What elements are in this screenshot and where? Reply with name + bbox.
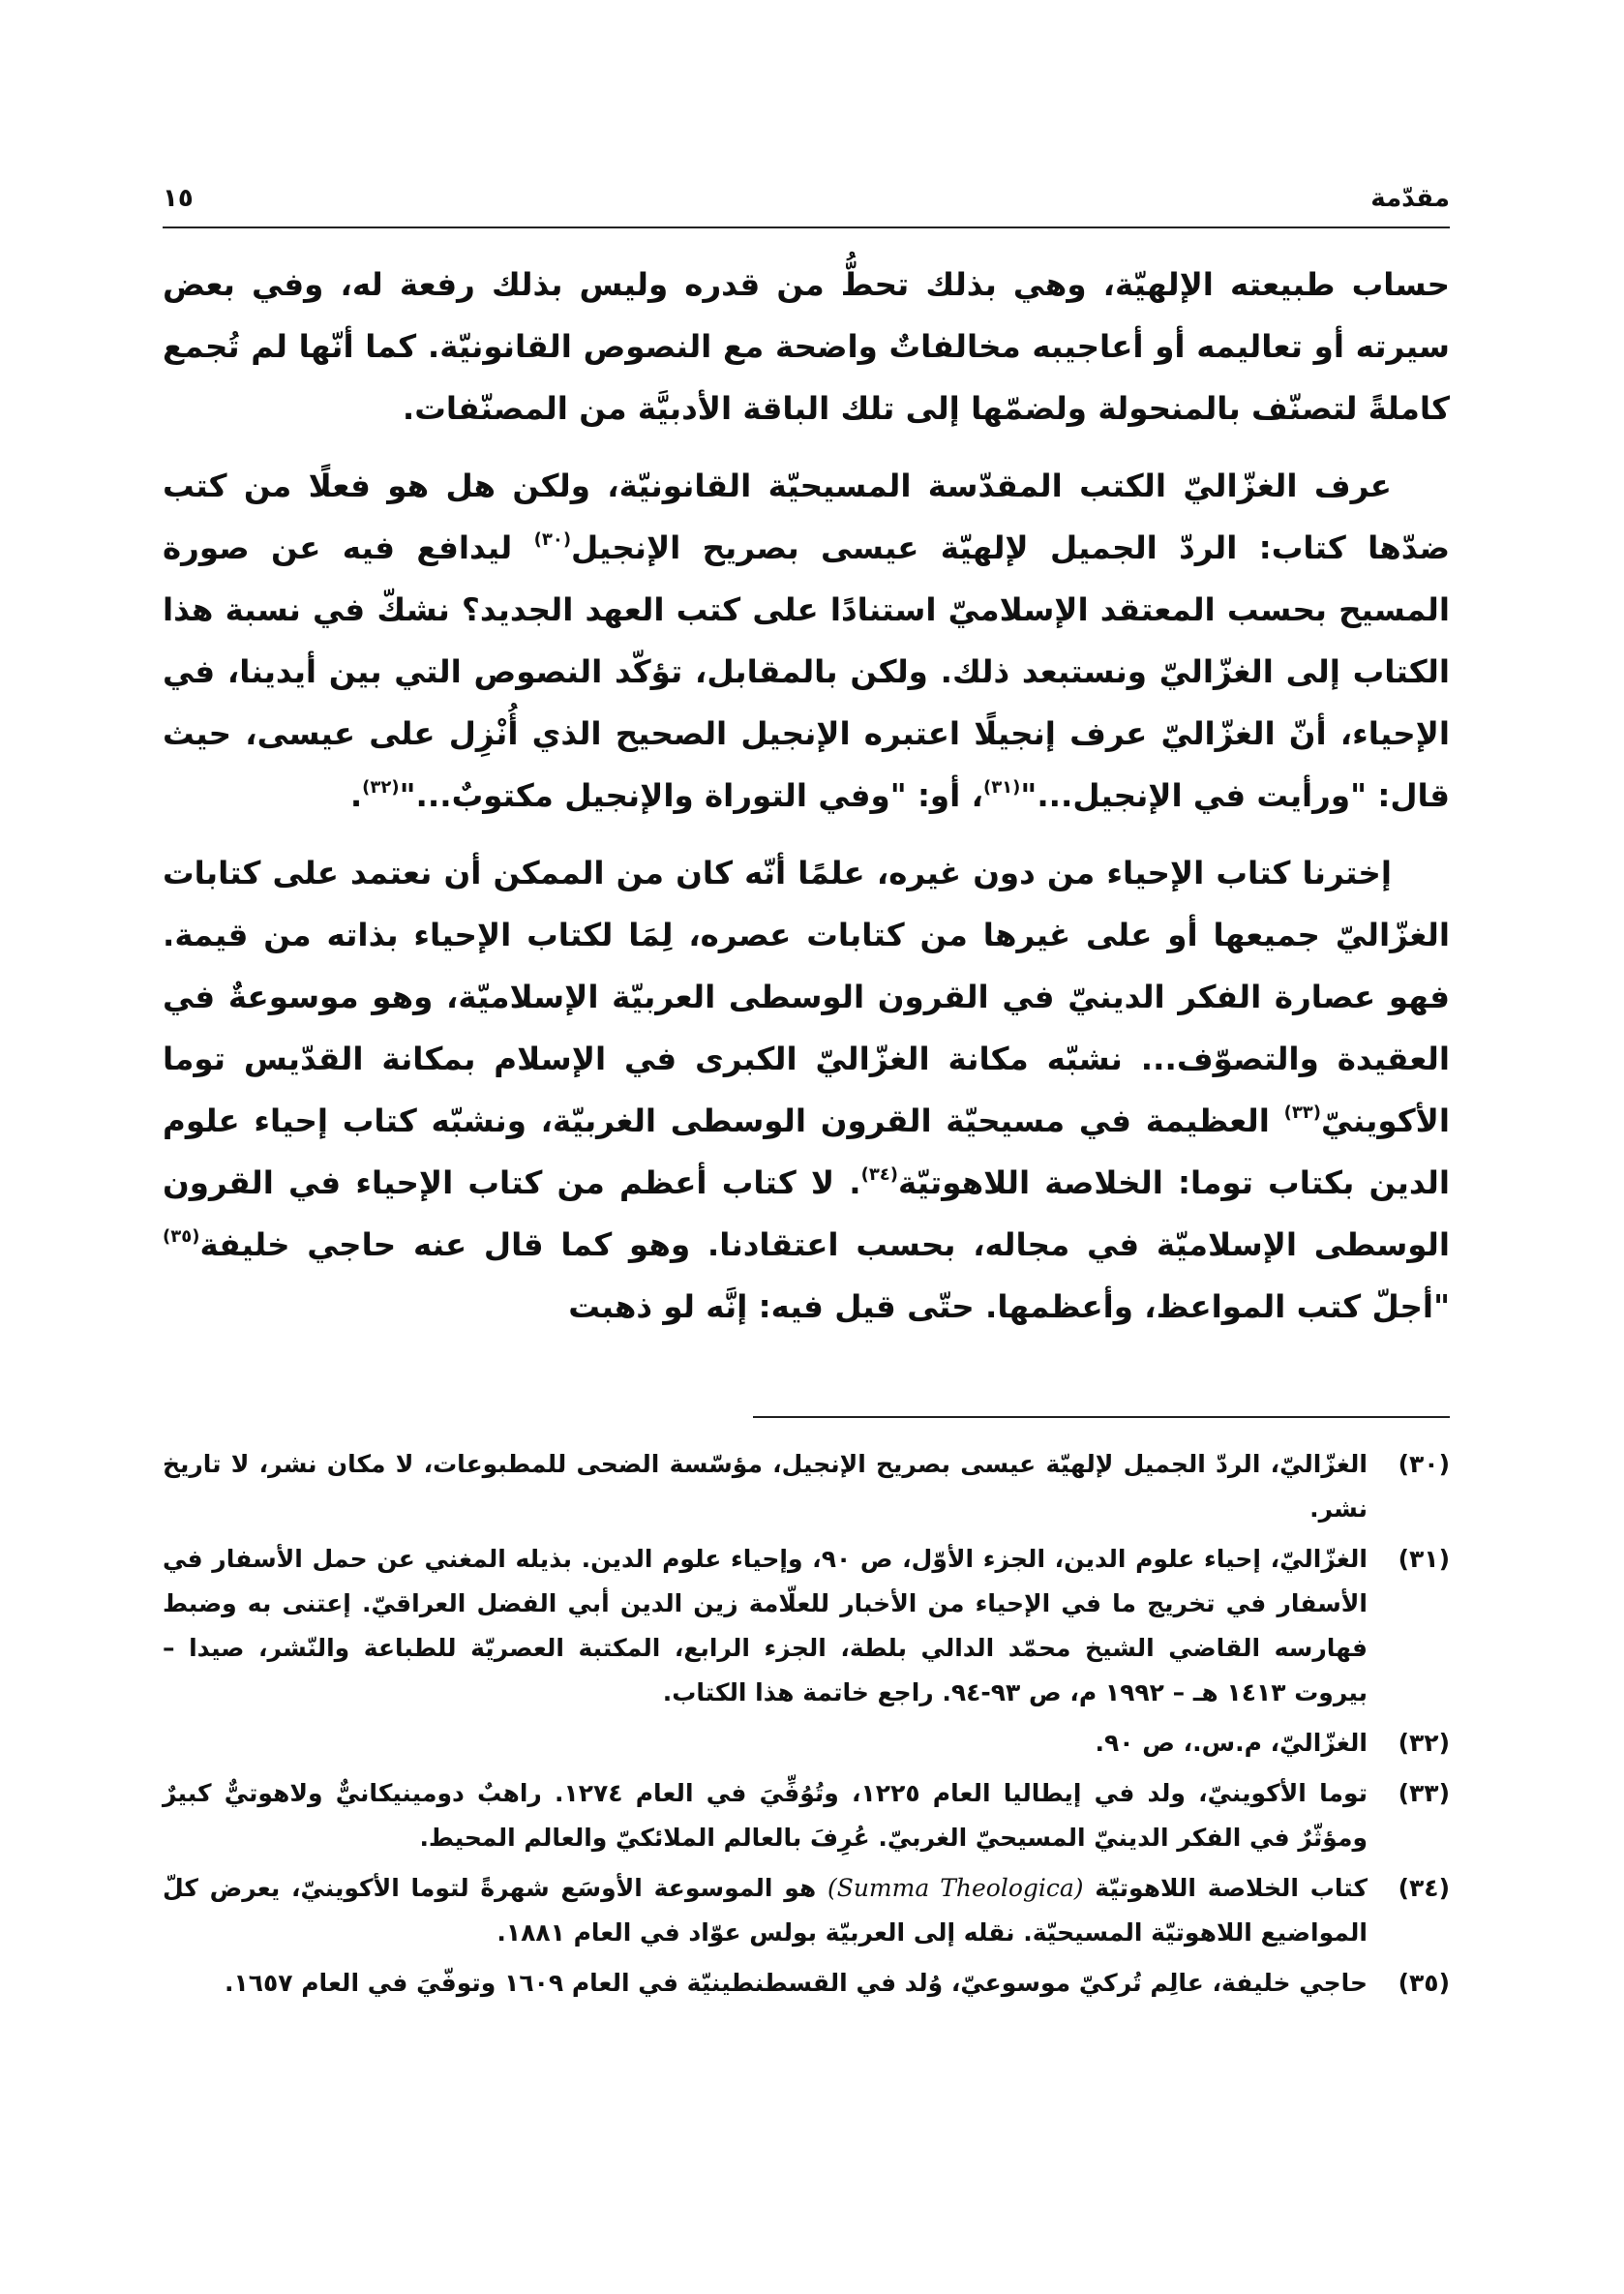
footnote-number: (٣٠) bbox=[1398, 1450, 1450, 1478]
footnote-ref-31[interactable]: (٣١) bbox=[982, 777, 1021, 798]
text-run: إخترنا كتاب bbox=[1204, 855, 1392, 891]
book-title: الإحياء bbox=[1106, 855, 1205, 891]
footnote-32 bbox=[163, 1721, 1450, 1766]
paragraph-2 bbox=[163, 455, 1450, 827]
footnote-ref-33[interactable]: (٣٣) bbox=[1283, 1102, 1322, 1123]
footnote-text: حاجي خليفة، عالِم تُركيّ موسوعيّ، وُلد في القسطنطينيّة في العام ١٦٠٩ وتوفّيَ في العام ١٦٥٧. bbox=[224, 1969, 1368, 1997]
text-run: كتاب bbox=[1299, 1874, 1368, 1902]
footnote-text: توما الأكوينيّ، ولد في إيطاليا العام ١٢٢٥، وتُوُفِّيَ في العام ١٢٧٤. راهبٌ دومينيكانيٌّ ولاهوتيٌّ كبيرٌ ومؤثّرٌ في الفكر الدينيّ المسيحيّ الغربيّ. عُرِفَ بالعالم الملائكيّ والعالم المحيط. bbox=[163, 1779, 1368, 1852]
footnote-text bbox=[163, 1442, 1368, 1531]
book-title: إحياء علوم الدين bbox=[163, 1102, 1451, 1201]
footnote-31 bbox=[163, 1537, 1450, 1715]
section-title: مقدّمة bbox=[1370, 184, 1450, 213]
footnote-35 bbox=[163, 1961, 1450, 2006]
book-title: الردّ الجميل لإلهيّة عيسى بصريح الإنجيل bbox=[781, 1450, 1261, 1478]
footnote-number: (٣٢) bbox=[1398, 1729, 1450, 1757]
footnote-separator bbox=[753, 1416, 1450, 1418]
text-run: ، مؤسّسة الضحى للمطبوعات، لا مكان نشر، لا تاريخ نشر. bbox=[163, 1450, 1368, 1523]
text-run: الغزّاليّ، bbox=[1260, 1450, 1368, 1478]
header-rule bbox=[163, 226, 1450, 228]
book-title: الخلاصة اللاهوتيّة bbox=[898, 1164, 1163, 1201]
footnote-ref-34[interactable]: (٣٤) bbox=[860, 1164, 899, 1185]
paragraph-1: حساب طبيعته الإلهيّة، وهي بذلك تحطُّ من قدره وليس بذلك رفعة له، وفي بعض سيرته أو تعاليمه أو أعاجيبه مخالفاتٌ واضحة مع النصوص القانونيّة. كما أنّها لم تُجمع كاملةً لتصنّف بالمنحولة ولضمّها إلى تلك الباقة الأدبيَّة من المصنّفات. bbox=[163, 266, 1450, 427]
text-run: من دون غيره، علمًا أنّه كان من الممكن أن نعتمد على كتابات الغزّاليّ جميعها أو على غيرها من كتابات عصره، لِمَا لكتاب الإحياء بذاته من قيمة. فهو عصارة الفكر الدينيّ في القرون الوسطى العربيّة الإسلاميّة، وهو موسوعةٌ في العقيدة والتصوّف... نشبّه مكانة الغزّاليّ الكبرى في الإسلام بمكانة القدّيس توما الأكوينيّ bbox=[163, 855, 1450, 1139]
paragraph-3 bbox=[163, 842, 1450, 1338]
footnote-ref-30[interactable]: (٣٠) bbox=[533, 529, 572, 550]
book-title: الردّ الجميل لإلهيّة عيسى بصريح الإنجيل bbox=[571, 529, 1238, 566]
text-run: هو الموسوعة الأوسَع شهرةً لتوما الأكوينيّ، يعرض كلّ المواضيع اللاهوتيّة المسيحيّة. نقله إلى العربيّة بولس عوّاد في العام ١٨٨١. bbox=[163, 1874, 1368, 1947]
text-run: ، أو: "وفي التوراة والإنجيل مكتوبٌ..." bbox=[399, 777, 983, 814]
footnote-30 bbox=[163, 1442, 1450, 1531]
running-head bbox=[163, 165, 1450, 213]
footnote-text bbox=[163, 1866, 1368, 1955]
footnote-number: (٣٥) bbox=[1398, 1969, 1450, 1997]
text-run: في القرون الوسطى الإسلاميّة في مجاله، بحسب اعتقادنا. وهو كما قال عنه حاجي خليفة bbox=[163, 1164, 1450, 1263]
text-run: للعلّامة زين الدين أبي الفضل العراقيّ. إعتنى به وضبط فهارسه القاضي الشيخ محمّد الدالي بلطة، الجزء الرابع، المكتبة العصريّة للطباعة والنّشر، صيدا – بيروت ١٤١٣ هـ – ١٩٩٢ م، ص ٩٣-٩٤. راجع خاتمة هذا الكتاب. bbox=[163, 1589, 1368, 1706]
footnote-ref-32[interactable]: (٣٢) bbox=[362, 777, 400, 798]
footnote-number: (٣٣) bbox=[1398, 1779, 1450, 1807]
footnote-number: (٣٤) bbox=[1398, 1874, 1450, 1902]
text-run: . لا كتاب أعظم من كتاب bbox=[453, 1164, 861, 1201]
text-run: ، الجزء الأوّل، ص ٩٠، و bbox=[788, 1545, 1065, 1573]
book-title: الإحياء bbox=[355, 1164, 454, 1201]
footnote-text: الغزّاليّ، م.س.، ص ٩٠. bbox=[1095, 1729, 1368, 1757]
page-number: ١٥ bbox=[163, 184, 194, 213]
text-run: الغزّاليّ، bbox=[1260, 1545, 1368, 1573]
book-title: الخلاصة اللاهوتيّة bbox=[1095, 1874, 1299, 1902]
text-run: عرف الغزّاليّ الكتب المقدّسة المسيحيّة القانونيّة، ولكن هل هو فعلًا من كتب ضدّها كتاب: bbox=[163, 468, 1450, 566]
footnote-text bbox=[163, 1537, 1368, 1715]
text-run: . بذيله bbox=[505, 1545, 591, 1573]
text-run: بكتاب توما: bbox=[1162, 1164, 1369, 1201]
text-run: ليدافع فيه عن صورة المسيح بحسب المعتقد الإسلاميّ استنادًا على كتب العهد الجديد؟ نشكّ في نسبة هذا الكتاب إلى الغزّاليّ ونستبعد ذلك. ولكن بالمقابل، تؤكّد النصوص التي بين أيدينا، في الإحياء، أنّ الغزّاليّ عرف إنجيلًا اعتبره الإنجيل الصحيح الذي أُنْزِل على عيسى، حيث قال: "ورأيت في الإنجيل..." bbox=[163, 529, 1450, 814]
latin-title: (Summa Theologica) bbox=[827, 1874, 1084, 1902]
text-run: . bbox=[349, 777, 363, 814]
footnote-ref-35[interactable]: (٣٥) bbox=[163, 1226, 200, 1247]
footnotes bbox=[163, 1442, 1450, 2011]
footnote-33 bbox=[163, 1771, 1450, 1860]
text-run: "أجلّ كتب المواعظ، وأعظمها. حتّى قيل فيه: إنَّه لو ذهبت bbox=[568, 1288, 1450, 1325]
body-text bbox=[163, 254, 1450, 1353]
footnote-number: (٣١) bbox=[1398, 1545, 1450, 1573]
text-run: العظيمة في مسيحيّة القرون الوسطى الغربيّة، ونشبّه كتاب bbox=[328, 1102, 1284, 1139]
book-title: إحياء علوم الدين bbox=[590, 1545, 788, 1573]
book-title: إحياء علوم الدين bbox=[1064, 1545, 1261, 1573]
footnote-34 bbox=[163, 1866, 1450, 1955]
book-title: المغني عن حمل الأسفار في الأسفار في تخريج ما في الإحياء من الأخبار bbox=[163, 1545, 1368, 1617]
